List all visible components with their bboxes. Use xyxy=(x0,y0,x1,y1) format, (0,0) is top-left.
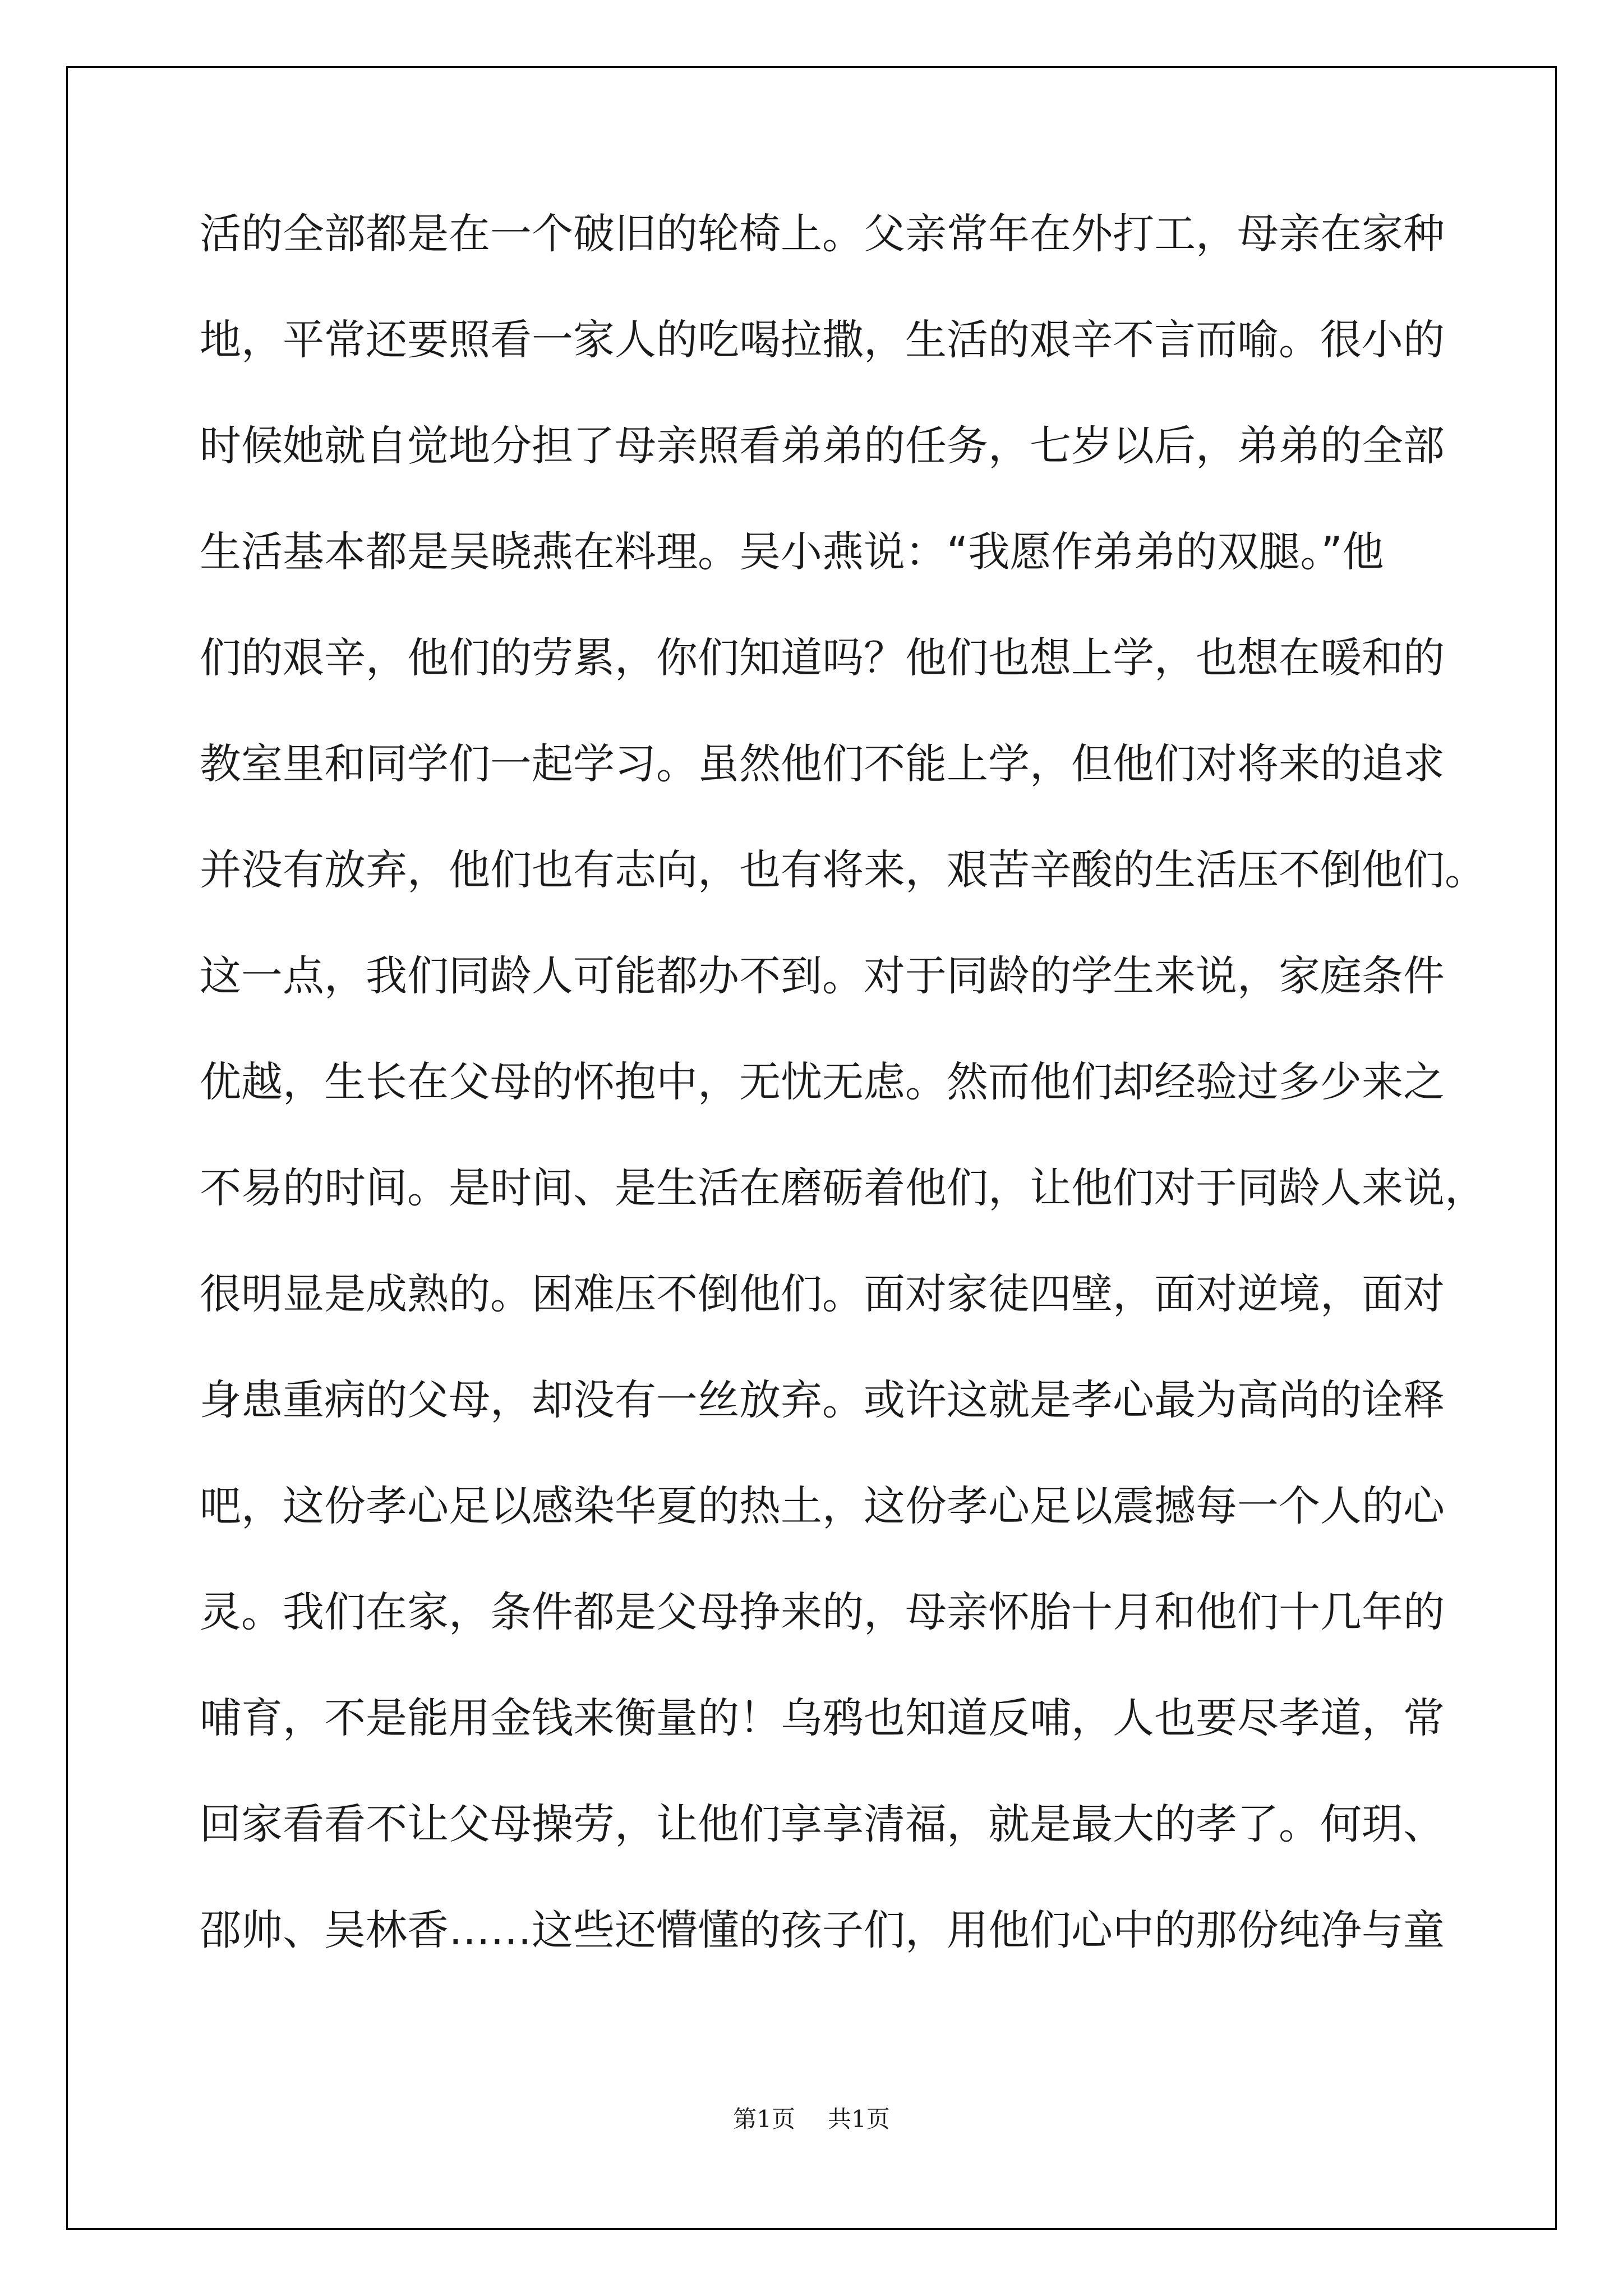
text-line-8: 这一点，我们同龄人可能都办不到。对于同龄的学生来说，家庭条件 xyxy=(200,952,1445,1000)
page-footer xyxy=(0,2105,1623,2133)
text-line-5: 们的艰辛，他们的劳累，你们知道吗？他们也想上学，也想在暖和的 xyxy=(200,634,1445,682)
text-line-10: 不易的时间。是时间、是生活在磨砺着他们，让他们对于同龄人来说， xyxy=(200,1164,1486,1212)
text-line-6: 教室里和同学们一起学习。虽然他们不能上学，但他们对将来的追求 xyxy=(200,740,1445,788)
text-line-11: 很明显是成熟的。困难压不倒他们。面对家徒四壁，面对逆境，面对 xyxy=(200,1270,1445,1318)
page-number-current: 第1页 xyxy=(733,2105,795,2133)
text-line-9: 优越，生长在父母的怀抱中，无忧无虑。然而他们却经验过多少来之 xyxy=(200,1058,1445,1106)
text-line-2: 地，平常还要照看一家人的吃喝拉撒，生活的艰辛不言而喻。很小的 xyxy=(200,316,1445,364)
document-body xyxy=(200,210,1486,2016)
text-line-1: 活的全部都是在一个破旧的轮椅上。父亲常年在外打工，母亲在家种 xyxy=(200,210,1445,258)
text-line-12: 身患重病的父母，却没有一丝放弃。或许这就是孝心最为高尚的诠释 xyxy=(200,1376,1445,1424)
text-line-3: 时候她就自觉地分担了母亲照看弟弟的任务，七岁以后，弟弟的全部 xyxy=(200,422,1445,470)
text-line-15: 哺育，不是能用金钱来衡量的！乌鸦也知道反哺，人也要尽孝道，常 xyxy=(200,1694,1445,1742)
text-line-13: 吧，这份孝心足以感染华夏的热土，这份孝心足以震撼每一个人的心 xyxy=(200,1482,1445,1530)
text-line-7: 并没有放弃，他们也有志向，也有将来，艰苦辛酸的生活压不倒他们。 xyxy=(200,846,1486,894)
text-line-16: 回家看看不让父母操劳，让他们享享清福，就是最大的孝了。何玥、 xyxy=(200,1800,1445,1848)
text-line-17: 邵帅、吴林香……这些还懵懂的孩子们，用他们心中的那份纯净与童 xyxy=(200,1906,1445,1954)
text-line-14: 灵。我们在家，条件都是父母挣来的，母亲怀胎十月和他们十几年的 xyxy=(200,1588,1445,1636)
text-line-4: 生活基本都是吴晓燕在料理。吴小燕说：“我愿作弟弟的双腿。”他 xyxy=(200,528,1384,576)
page-number-total: 共1页 xyxy=(828,2105,890,2133)
